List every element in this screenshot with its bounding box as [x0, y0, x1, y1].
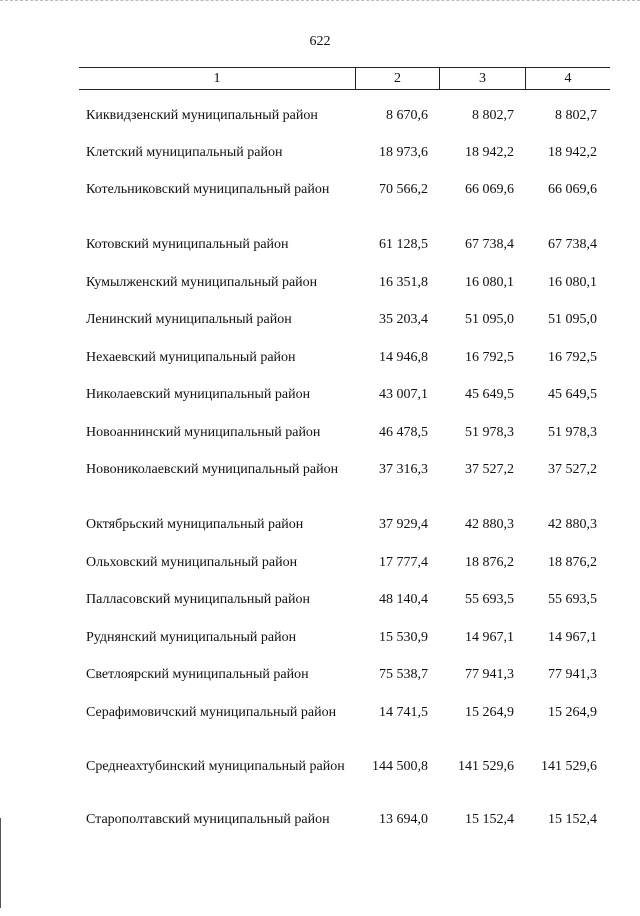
row-name: Новониколаевский муниципальный район: [86, 462, 339, 477]
row-name: Старополтавский муниципальный район: [86, 812, 330, 827]
row-value-col3: 77 941,3: [465, 667, 514, 682]
page-number: 622: [309, 34, 331, 49]
row-value-col3: 16 792,5: [465, 350, 514, 365]
row-value-col3: 8 802,7: [472, 108, 514, 123]
row-value-col4: 15 264,9: [548, 705, 597, 720]
row-value-col3: 45 649,5: [465, 387, 514, 402]
row-value-col2: 46 478,5: [379, 425, 428, 440]
scan-edge-mark: [0, 818, 1, 908]
row-name: Среднеахтубинский муниципальный район: [86, 759, 345, 774]
header-col-4: 4: [564, 70, 572, 86]
row-value-col4: 67 738,4: [548, 237, 597, 252]
top-scan-rule: [0, 0, 640, 3]
row-value-col3: 14 967,1: [465, 630, 514, 645]
row-value-col3: 55 693,5: [465, 592, 514, 607]
row-value-col3: 18 942,2: [465, 145, 514, 160]
row-value-col3: 51 095,0: [465, 312, 514, 327]
row-value-col3: 15 264,9: [465, 705, 514, 720]
header-col-1: 1: [79, 68, 356, 89]
row-value-col2: 37 316,3: [379, 462, 428, 477]
row-value-col4: 51 978,3: [548, 425, 597, 440]
row-value-col4: 51 095,0: [548, 312, 597, 327]
row-value-col2: 75 538,7: [379, 667, 428, 682]
row-value-col3: 37 527,2: [465, 462, 514, 477]
row-value-col4: 42 880,3: [548, 517, 597, 532]
row-value-col2: 35 203,4: [379, 312, 428, 327]
row-name: Октябрьский муниципальный район: [86, 517, 304, 532]
row-name: Котельниковский муниципальный район: [86, 182, 330, 197]
row-name: Николаевский муниципальный район: [86, 387, 311, 402]
row-value-col4: 16 080,1: [548, 275, 597, 290]
row-value-col4: 37 527,2: [548, 462, 597, 477]
row-value-col4: 55 693,5: [548, 592, 597, 607]
row-name: Клетский муниципальный район: [86, 145, 283, 160]
row-name: Серафимовичский муниципальный район: [86, 705, 337, 720]
row-value-col4: 16 792,5: [548, 350, 597, 365]
row-value-col2: 14 946,8: [379, 350, 428, 365]
row-name: Палласовский муниципальный район: [86, 592, 310, 607]
row-value-col3: 51 978,3: [465, 425, 514, 440]
table-header: [79, 67, 610, 90]
row-value-col4: 77 941,3: [548, 667, 597, 682]
row-value-col3: 66 069,6: [465, 182, 514, 197]
row-value-col2: 8 670,6: [386, 108, 428, 123]
row-value-col2: 15 530,9: [379, 630, 428, 645]
row-value-col4: 15 152,4: [548, 812, 597, 827]
row-value-col2: 144 500,8: [372, 759, 428, 774]
row-value-col2: 37 929,4: [379, 517, 428, 532]
row-value-col3: 67 738,4: [465, 237, 514, 252]
row-value-col2: 48 140,4: [379, 592, 428, 607]
row-name: Светлоярский муниципальный район: [86, 667, 309, 682]
row-value-col4: 14 967,1: [548, 630, 597, 645]
row-value-col2: 43 007,1: [379, 387, 428, 402]
row-name: Киквидзенский муниципальный район: [86, 108, 318, 123]
row-value-col4: 66 069,6: [548, 182, 597, 197]
row-value-col4: 141 529,6: [541, 759, 597, 774]
row-value-col4: 45 649,5: [548, 387, 597, 402]
row-value-col4: 18 942,2: [548, 145, 597, 160]
row-value-col2: 17 777,4: [379, 555, 428, 570]
row-name: Ольховский муниципальный район: [86, 555, 298, 570]
row-value-col2: 18 973,6: [379, 145, 428, 160]
header-col-3: 3: [440, 68, 526, 89]
row-name: Кумылженский муниципальный район: [86, 275, 318, 290]
row-name: Руднянский муниципальный район: [86, 630, 297, 645]
row-value-col3: 15 152,4: [465, 812, 514, 827]
row-value-col4: 18 876,2: [548, 555, 597, 570]
row-name: Новоаннинский муниципальный район: [86, 425, 321, 440]
row-value-col3: 42 880,3: [465, 517, 514, 532]
row-value-col2: 13 694,0: [379, 812, 428, 827]
row-name: Ленинский муниципальный район: [86, 312, 292, 327]
row-value-col2: 16 351,8: [379, 275, 428, 290]
row-value-col3: 141 529,6: [458, 759, 514, 774]
row-value-col4: 8 802,7: [555, 108, 597, 123]
row-value-col2: 61 128,5: [379, 237, 428, 252]
row-value-col3: 16 080,1: [465, 275, 514, 290]
row-name: Котовский муниципальный район: [86, 237, 289, 252]
row-value-col2: 70 566,2: [379, 182, 428, 197]
row-value-col3: 18 876,2: [465, 555, 514, 570]
row-value-col2: 14 741,5: [379, 705, 428, 720]
header-col-2: 2: [356, 68, 440, 89]
row-name: Нехаевский муниципальный район: [86, 350, 296, 365]
